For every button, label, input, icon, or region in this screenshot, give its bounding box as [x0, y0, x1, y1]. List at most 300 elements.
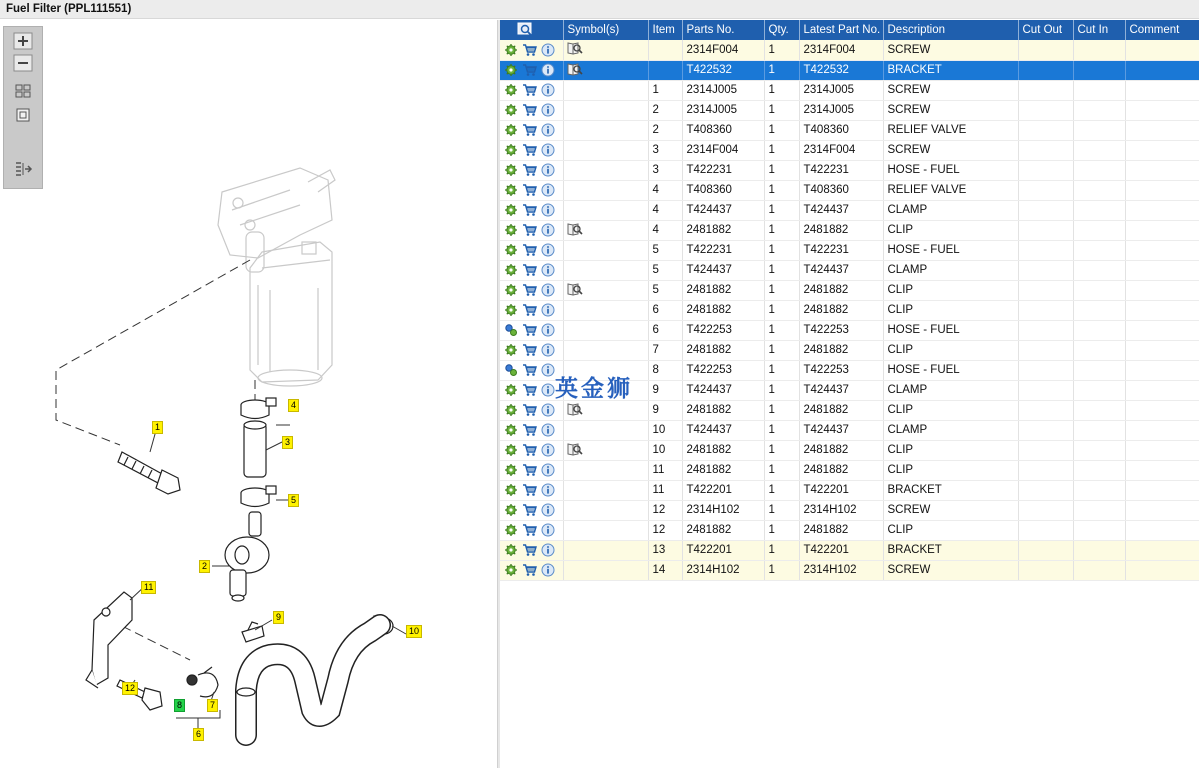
part-details-icon[interactable]	[504, 223, 518, 237]
cut-out-cell	[1018, 300, 1073, 320]
row-actions-cell	[500, 540, 563, 560]
part-details-icon[interactable]	[504, 443, 518, 457]
add-to-cart-icon[interactable]	[522, 443, 537, 457]
add-to-cart-icon[interactable]	[522, 523, 537, 537]
symbol-cell	[563, 100, 648, 120]
part-no-cell: T408360	[682, 120, 764, 140]
qty-cell: 1	[764, 80, 799, 100]
cut-in-cell	[1073, 240, 1125, 260]
latest-part-no-cell: 2481882	[799, 520, 883, 540]
info-icon[interactable]	[541, 243, 555, 257]
table-row[interactable]	[500, 100, 1199, 120]
description-cell: CLIP	[883, 280, 1018, 300]
info-icon[interactable]	[541, 283, 555, 297]
add-to-cart-icon[interactable]	[522, 343, 537, 357]
item-cell: 5	[648, 280, 682, 300]
row-actions-cell	[500, 80, 563, 100]
info-icon[interactable]	[541, 543, 555, 557]
part-no-cell: 2314F004	[682, 40, 764, 60]
add-to-cart-icon[interactable]	[522, 483, 537, 497]
info-icon[interactable]	[541, 403, 555, 417]
row-actions-cell	[500, 100, 563, 120]
cut-in-cell	[1073, 360, 1125, 380]
description-cell: RELIEF VALVE	[883, 180, 1018, 200]
symbol-cell	[563, 160, 648, 180]
view-in-diagram-icon[interactable]	[567, 62, 583, 76]
latest-part-no-cell: 2481882	[799, 220, 883, 240]
assembly-icon[interactable]	[504, 323, 518, 337]
part-details-icon[interactable]	[504, 103, 518, 117]
cut-out-cell	[1018, 500, 1073, 520]
info-icon[interactable]	[541, 183, 555, 197]
add-to-cart-icon[interactable]	[522, 323, 537, 337]
callout-11[interactable]: 11	[141, 581, 156, 594]
cut-in-cell	[1073, 380, 1125, 400]
info-icon[interactable]	[541, 83, 555, 97]
latest-part-no-cell: T408360	[799, 180, 883, 200]
qty-cell: 1	[764, 240, 799, 260]
cut-out-cell	[1018, 540, 1073, 560]
part-details-icon[interactable]	[504, 463, 518, 477]
row-actions-cell	[500, 560, 563, 580]
qty-cell: 1	[764, 500, 799, 520]
comment-cell	[1125, 420, 1199, 440]
add-to-cart-icon[interactable]	[522, 223, 537, 237]
symbol-cell	[563, 40, 648, 60]
part-no-cell: T424437	[682, 380, 764, 400]
add-to-cart-icon[interactable]	[522, 383, 537, 397]
part-details-icon[interactable]	[504, 203, 518, 217]
part-details-icon[interactable]	[504, 483, 518, 497]
item-cell: 3	[648, 140, 682, 160]
symbol-cell	[563, 220, 648, 240]
description-cell: RELIEF VALVE	[883, 120, 1018, 140]
row-actions-cell	[500, 300, 563, 320]
view-in-diagram-icon[interactable]	[567, 402, 583, 416]
table-row[interactable]	[500, 60, 1199, 80]
table-header-row	[500, 20, 1199, 40]
qty-cell: 1	[764, 100, 799, 120]
latest-part-no-cell: T424437	[799, 420, 883, 440]
symbol-cell	[563, 280, 648, 300]
symbol-cell	[563, 500, 648, 520]
add-to-cart-icon[interactable]	[522, 143, 537, 157]
description-cell: CLIP	[883, 400, 1018, 420]
table-row[interactable]	[500, 420, 1199, 440]
item-cell: 2	[648, 120, 682, 140]
item-cell: 5	[648, 260, 682, 280]
table-row[interactable]	[500, 220, 1199, 240]
part-no-cell: 2481882	[682, 400, 764, 420]
info-icon[interactable]	[541, 503, 555, 517]
cut-in-cell	[1073, 220, 1125, 240]
item-cell: 12	[648, 500, 682, 520]
table-row[interactable]	[500, 460, 1199, 480]
cut-in-cell	[1073, 340, 1125, 360]
description-cell: HOSE - FUEL	[883, 320, 1018, 340]
column-header-latest-part-no[interactable]: Latest Part No.	[799, 20, 883, 40]
row-actions-cell	[500, 220, 563, 240]
latest-part-no-cell: 2314F004	[799, 140, 883, 160]
comment-cell	[1125, 460, 1199, 480]
info-icon[interactable]	[541, 383, 555, 397]
part-no-cell: 2314J005	[682, 80, 764, 100]
description-cell: CLIP	[883, 440, 1018, 460]
info-icon[interactable]	[541, 323, 555, 337]
info-icon[interactable]	[541, 223, 555, 237]
view-in-diagram-icon[interactable]	[567, 442, 583, 456]
row-actions-cell	[500, 400, 563, 420]
symbol-cell	[563, 140, 648, 160]
comment-cell	[1125, 240, 1199, 260]
info-icon[interactable]	[541, 143, 555, 157]
qty-cell: 1	[764, 400, 799, 420]
cut-out-cell	[1018, 40, 1073, 60]
table-row[interactable]	[500, 180, 1199, 200]
row-actions-cell	[500, 40, 563, 60]
column-header-description[interactable]: Description	[883, 20, 1018, 40]
table-row[interactable]	[500, 540, 1199, 560]
table-row[interactable]	[500, 340, 1199, 360]
item-cell: 7	[648, 340, 682, 360]
item-cell: 10	[648, 420, 682, 440]
comment-cell	[1125, 480, 1199, 500]
add-to-cart-icon[interactable]	[522, 243, 537, 257]
info-icon[interactable]	[541, 443, 555, 457]
row-actions-cell	[500, 420, 563, 440]
part-details-icon[interactable]	[504, 63, 518, 77]
cut-in-cell	[1073, 100, 1125, 120]
description-cell: SCREW	[883, 500, 1018, 520]
callout-10[interactable]: 10	[406, 625, 422, 638]
row-actions-cell	[500, 500, 563, 520]
part-no-cell: T422201	[682, 480, 764, 500]
comment-cell	[1125, 120, 1199, 140]
diagram-pane[interactable]	[0, 20, 497, 768]
info-icon[interactable]	[541, 63, 555, 77]
info-icon[interactable]	[541, 523, 555, 537]
part-no-cell: 2481882	[682, 340, 764, 360]
search-parts-icon[interactable]	[517, 22, 531, 36]
part-details-icon[interactable]	[504, 403, 518, 417]
add-to-cart-icon[interactable]	[522, 283, 537, 297]
cut-out-cell	[1018, 400, 1073, 420]
view-in-diagram-icon[interactable]	[567, 41, 583, 55]
item-cell: 11	[648, 460, 682, 480]
table-row[interactable]	[500, 240, 1199, 260]
info-icon[interactable]	[541, 343, 555, 357]
info-icon[interactable]	[541, 123, 555, 137]
item-cell: 2	[648, 100, 682, 120]
assembly-icon[interactable]	[504, 363, 518, 377]
table-row[interactable]	[500, 500, 1199, 520]
add-to-cart-icon[interactable]	[522, 543, 537, 557]
qty-cell: 1	[764, 520, 799, 540]
part-no-cell: T422253	[682, 320, 764, 340]
table-row[interactable]	[500, 80, 1199, 100]
column-header-symbols[interactable]: Symbol(s)	[563, 20, 648, 40]
cut-in-cell	[1073, 200, 1125, 220]
callout-2[interactable]: 2	[199, 560, 210, 573]
exploded-parts-diagram	[0, 20, 497, 768]
part-details-icon[interactable]	[504, 43, 518, 57]
cut-out-cell	[1018, 180, 1073, 200]
column-header-part-no[interactable]: Parts No.	[682, 20, 764, 40]
qty-cell: 1	[764, 480, 799, 500]
add-to-cart-icon[interactable]	[522, 203, 537, 217]
comment-cell	[1125, 160, 1199, 180]
cut-out-cell	[1018, 480, 1073, 500]
add-to-cart-icon[interactable]	[522, 123, 537, 137]
part-no-cell: T424437	[682, 420, 764, 440]
info-icon[interactable]	[541, 483, 555, 497]
cut-out-cell	[1018, 100, 1073, 120]
row-actions-cell	[500, 240, 563, 260]
row-actions-cell	[500, 380, 563, 400]
info-icon[interactable]	[541, 163, 555, 177]
column-header-cut-in[interactable]: Cut In	[1073, 20, 1125, 40]
callout-6[interactable]: 6	[193, 728, 204, 741]
add-to-cart-icon[interactable]	[522, 43, 537, 57]
table-row[interactable]	[500, 400, 1199, 420]
window-title-bar	[0, 0, 1199, 19]
description-cell: BRACKET	[883, 60, 1018, 80]
part-no-cell: 2314H102	[682, 560, 764, 580]
table-row[interactable]	[500, 120, 1199, 140]
part-details-icon[interactable]	[504, 263, 518, 277]
part-details-icon[interactable]	[504, 183, 518, 197]
comment-cell	[1125, 200, 1199, 220]
info-icon[interactable]	[541, 43, 555, 57]
info-icon[interactable]	[541, 423, 555, 437]
item-cell: 6	[648, 320, 682, 340]
cut-in-cell	[1073, 260, 1125, 280]
description-cell: CLIP	[883, 460, 1018, 480]
callout-7[interactable]: 7	[207, 699, 218, 712]
qty-cell: 1	[764, 200, 799, 220]
qty-cell: 1	[764, 340, 799, 360]
part-details-icon[interactable]	[504, 503, 518, 517]
description-cell: SCREW	[883, 140, 1018, 160]
callout-4[interactable]: 4	[288, 399, 299, 412]
comment-cell	[1125, 340, 1199, 360]
description-cell: BRACKET	[883, 540, 1018, 560]
symbol-cell	[563, 520, 648, 540]
add-to-cart-icon[interactable]	[522, 303, 537, 317]
comment-cell	[1125, 540, 1199, 560]
item-cell: 1	[648, 80, 682, 100]
qty-cell: 1	[764, 360, 799, 380]
table-row[interactable]	[500, 480, 1199, 500]
info-icon[interactable]	[541, 303, 555, 317]
table-row[interactable]	[500, 200, 1199, 220]
info-icon[interactable]	[541, 103, 555, 117]
item-cell: 8	[648, 360, 682, 380]
cut-in-cell	[1073, 520, 1125, 540]
callout-1[interactable]: 1	[152, 421, 163, 434]
symbol-cell	[563, 120, 648, 140]
add-to-cart-icon[interactable]	[522, 183, 537, 197]
part-details-icon[interactable]	[504, 163, 518, 177]
description-cell: CLAMP	[883, 200, 1018, 220]
latest-part-no-cell: T422253	[799, 320, 883, 340]
table-row[interactable]	[500, 560, 1199, 580]
symbol-cell	[563, 460, 648, 480]
part-no-cell: T422532	[682, 60, 764, 80]
table-row[interactable]	[500, 260, 1199, 280]
cut-out-cell	[1018, 140, 1073, 160]
item-cell: 10	[648, 440, 682, 460]
symbol-cell	[563, 400, 648, 420]
description-cell: CLAMP	[883, 380, 1018, 400]
table-row[interactable]	[500, 300, 1199, 320]
item-cell: 12	[648, 520, 682, 540]
cut-out-cell	[1018, 160, 1073, 180]
column-header-comment[interactable]: Comment	[1125, 20, 1199, 40]
cut-out-cell	[1018, 200, 1073, 220]
column-header-item[interactable]: Item	[648, 20, 682, 40]
info-icon[interactable]	[541, 463, 555, 477]
row-actions-cell	[500, 180, 563, 200]
row-actions-cell	[500, 160, 563, 180]
column-header-qty[interactable]: Qty.	[764, 20, 799, 40]
table-row[interactable]	[500, 40, 1199, 60]
cut-out-cell	[1018, 560, 1073, 580]
description-cell: CLIP	[883, 300, 1018, 320]
row-actions-cell	[500, 460, 563, 480]
comment-cell	[1125, 180, 1199, 200]
add-to-cart-icon[interactable]	[522, 163, 537, 177]
cut-out-cell	[1018, 220, 1073, 240]
qty-cell: 1	[764, 160, 799, 180]
part-details-icon[interactable]	[504, 383, 518, 397]
comment-cell	[1125, 40, 1199, 60]
table-row[interactable]	[500, 520, 1199, 540]
qty-cell: 1	[764, 140, 799, 160]
qty-cell: 1	[764, 300, 799, 320]
item-cell	[648, 40, 682, 60]
part-details-icon[interactable]	[504, 143, 518, 157]
part-no-cell: T422231	[682, 240, 764, 260]
view-in-diagram-icon[interactable]	[567, 222, 583, 236]
row-actions-cell	[500, 480, 563, 500]
table-row[interactable]	[500, 140, 1199, 160]
comment-cell	[1125, 60, 1199, 80]
column-header-actions[interactable]	[500, 20, 563, 40]
info-icon[interactable]	[541, 263, 555, 277]
add-to-cart-icon[interactable]	[522, 463, 537, 477]
part-details-icon[interactable]	[504, 543, 518, 557]
item-cell: 14	[648, 560, 682, 580]
cut-out-cell	[1018, 320, 1073, 340]
table-row[interactable]	[500, 160, 1199, 180]
part-details-icon[interactable]	[504, 243, 518, 257]
latest-part-no-cell: 2314H102	[799, 500, 883, 520]
latest-part-no-cell: 2314H102	[799, 560, 883, 580]
part-details-icon[interactable]	[504, 563, 518, 577]
cut-in-cell	[1073, 500, 1125, 520]
add-to-cart-icon[interactable]	[522, 263, 537, 277]
item-cell: 4	[648, 200, 682, 220]
comment-cell	[1125, 520, 1199, 540]
description-cell: SCREW	[883, 560, 1018, 580]
cut-in-cell	[1073, 560, 1125, 580]
part-no-cell: 2481882	[682, 520, 764, 540]
comment-cell	[1125, 280, 1199, 300]
qty-cell: 1	[764, 180, 799, 200]
add-to-cart-icon[interactable]	[522, 363, 537, 377]
table-row[interactable]	[500, 320, 1199, 340]
qty-cell: 1	[764, 40, 799, 60]
part-details-icon[interactable]	[504, 523, 518, 537]
comment-cell	[1125, 500, 1199, 520]
cut-out-cell	[1018, 240, 1073, 260]
callout-9[interactable]: 9	[273, 611, 284, 624]
part-details-icon[interactable]	[504, 83, 518, 97]
part-details-icon[interactable]	[504, 423, 518, 437]
add-to-cart-icon[interactable]	[522, 63, 537, 77]
table-row[interactable]	[500, 440, 1199, 460]
cut-out-cell	[1018, 360, 1073, 380]
callout-3[interactable]: 3	[282, 436, 293, 449]
cut-out-cell	[1018, 420, 1073, 440]
view-in-diagram-icon[interactable]	[567, 282, 583, 296]
part-details-icon[interactable]	[504, 123, 518, 137]
part-no-cell: 2481882	[682, 300, 764, 320]
description-cell: CLIP	[883, 520, 1018, 540]
symbol-cell	[563, 60, 648, 80]
comment-cell	[1125, 400, 1199, 420]
row-actions-cell	[500, 360, 563, 380]
column-header-cut-out[interactable]: Cut Out	[1018, 20, 1073, 40]
cut-in-cell	[1073, 400, 1125, 420]
add-to-cart-icon[interactable]	[522, 403, 537, 417]
qty-cell: 1	[764, 440, 799, 460]
cut-in-cell	[1073, 540, 1125, 560]
item-cell: 11	[648, 480, 682, 500]
info-icon[interactable]	[541, 563, 555, 577]
add-to-cart-icon[interactable]	[522, 103, 537, 117]
item-cell: 13	[648, 540, 682, 560]
item-cell: 5	[648, 240, 682, 260]
part-details-icon[interactable]	[504, 283, 518, 297]
cut-in-cell	[1073, 420, 1125, 440]
callout-5[interactable]: 5	[288, 494, 299, 507]
cut-in-cell	[1073, 480, 1125, 500]
comment-cell	[1125, 80, 1199, 100]
latest-part-no-cell: 2314J005	[799, 80, 883, 100]
symbol-cell	[563, 540, 648, 560]
part-no-cell: 2481882	[682, 460, 764, 480]
info-icon[interactable]	[541, 203, 555, 217]
add-to-cart-icon[interactable]	[522, 83, 537, 97]
table-row[interactable]	[500, 280, 1199, 300]
part-details-icon[interactable]	[504, 303, 518, 317]
callout-12[interactable]: 12	[122, 682, 138, 695]
add-to-cart-icon[interactable]	[522, 423, 537, 437]
add-to-cart-icon[interactable]	[522, 503, 537, 517]
cut-out-cell	[1018, 380, 1073, 400]
latest-part-no-cell: T422231	[799, 160, 883, 180]
callout-8[interactable]: 8	[174, 699, 185, 712]
item-cell: 9	[648, 400, 682, 420]
add-to-cart-icon[interactable]	[522, 563, 537, 577]
part-details-icon[interactable]	[504, 343, 518, 357]
latest-part-no-cell: 2481882	[799, 400, 883, 420]
qty-cell: 1	[764, 220, 799, 240]
cut-in-cell	[1073, 320, 1125, 340]
info-icon[interactable]	[541, 363, 555, 377]
